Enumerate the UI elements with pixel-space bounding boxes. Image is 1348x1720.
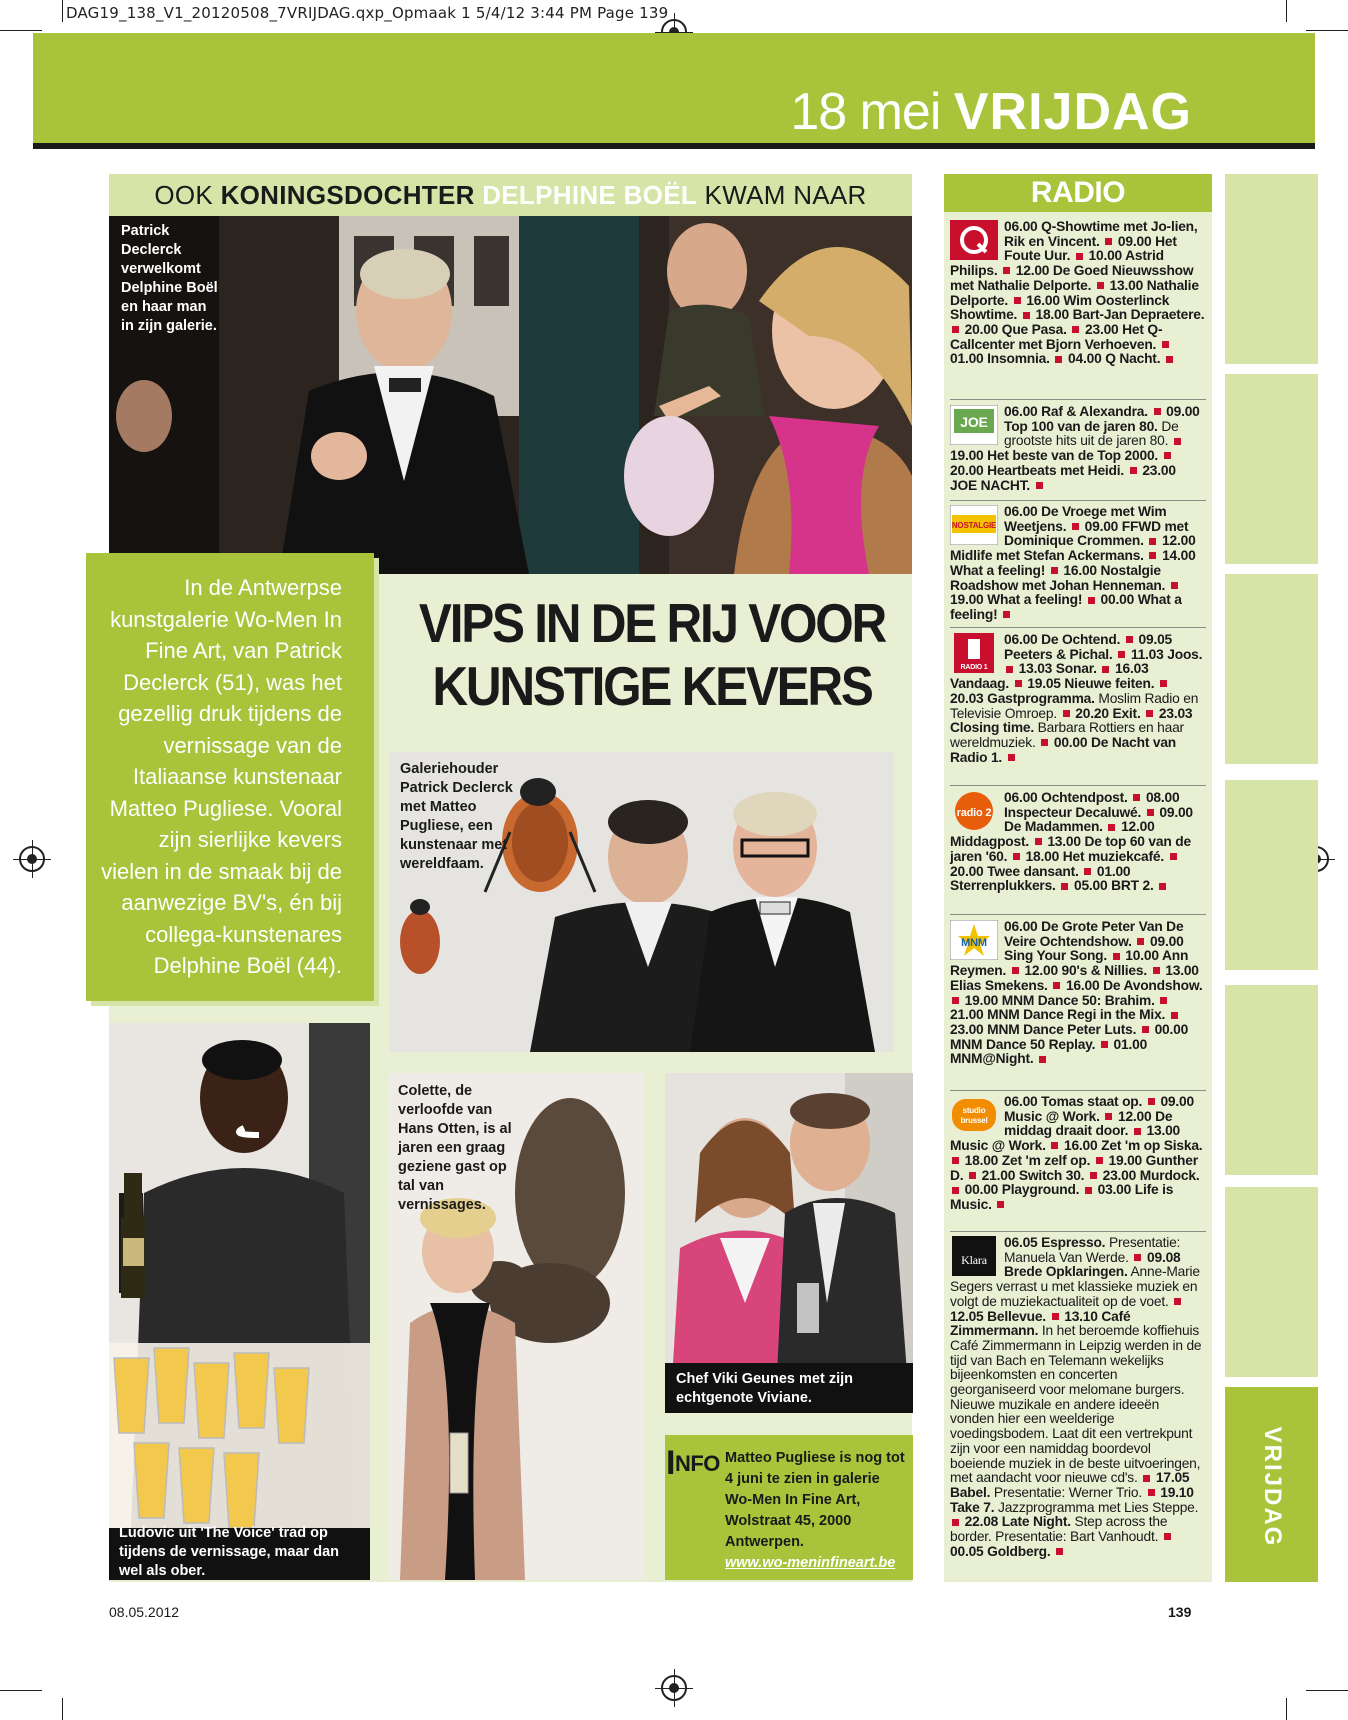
station-radio1 <box>950 633 1206 765</box>
headline-line: VIPS IN DE RIJ VOOR <box>418 592 886 654</box>
station-divider <box>950 785 1206 786</box>
station-schedule: 06.00 Q-Showtime met Jo-lien, Rik en Vincent. 09.00 Het Foute Uur. 10.00 Astrid Philips. 12.00 De Goed Nieuwsshow met Nathalie Delporte. 13.00 Nathalie Delporte. 16.00 Wim Oosterlinck Showtime. 18.00 Bart-Jan Depraetere. 20.00 Que Pasa. 23.00 Het Q-Callcenter met Bjorn Verhoeven. 01.00 Insomnia. 04.00 Q Nacht. <box>950 219 1205 367</box>
crop-mark <box>0 30 42 31</box>
bullet-square <box>1088 597 1095 604</box>
article-kicker <box>109 174 912 216</box>
bullet-square <box>1096 1157 1103 1164</box>
bullet-square <box>1012 967 1019 974</box>
radio-heading: RADIO <box>944 174 1212 212</box>
q-music-logo <box>950 220 1000 260</box>
station-schedule: 06.00 Raf & Alexandra. 09.00 Top 100 van de jaren 80. De grootste hits uit de jaren 80. 19.00 Het beste van de Top 2000. 20.00 Heartbeats met Heidi. 23.00 JOE NACHT. <box>950 404 1200 493</box>
kicker-highlight: DELPHINE BOËL <box>474 180 698 210</box>
caption-colette: Colette, de verloofde van Hans Otten, is al jaren een graag geziene gast op tal van vernissages. <box>398 1083 512 1213</box>
crop-mark <box>1286 1698 1287 1720</box>
headline-line: KUNSTIGE KEVERS <box>432 655 872 717</box>
station-schedule: 06.05 Espresso. Presentatie: Manuela Van Werde. 09.08 Brede Opklaringen. Anne-Marie Segers verrast u met klassieke muziek en volgt de muziekactualiteit op de voet. 12.05 Bellevue. 13.10 Café Zimmermann. In het beroemde koffiehuis Café Zimmermann in Leipzig werden in de tijd van Bach en Telemann wekelijks bijeenkomsten en concerten georganiseerd voor melomane burgers. Nieuwe muzikale en andere ideeën vonden hier een weelderige voedingsbodem. Laat dit een vertrekpunt zijn voor een namiddag boordevol boeiende muziek in de beste uitvoeringen, met aandacht voor nieuwe cd's. 17.05 Babel. Presentatie: Werner Trio. 19.10 Take 7. Jazzprogramma met Lies Steppe. 22.08 Late Night. Step across the border. Presentatie: Bart Vanhoudt. 00.05 Goldberg. <box>950 1235 1202 1559</box>
bullet-square <box>1149 538 1156 545</box>
station-schedule: 06.00 Ochtendpost. 08.00 Inspecteur Decaluwé. 09.00 De Madammen. 12.00 Middagpost. 13.00 De top 60 van de jaren '60. 18.00 Het muziekcafé. 20.00 Twee dansant. 01.00 Sterrenplukkers. 05.00 BRT 2. <box>950 790 1193 894</box>
station-divider <box>950 1231 1206 1232</box>
radio2-logo <box>950 791 1000 831</box>
bullet-square <box>952 1187 959 1194</box>
station-divider <box>950 500 1206 501</box>
footer-date: 08.05.2012 <box>109 1604 180 1620</box>
bullet-square <box>1162 341 1169 348</box>
bullet-square <box>1160 997 1167 1004</box>
bullet-square <box>1039 1056 1046 1063</box>
bullet-square <box>1052 1313 1059 1320</box>
crop-mark <box>1286 0 1287 22</box>
joe-logo <box>950 405 1000 445</box>
side-tab <box>1225 985 1318 1175</box>
bullet-square <box>1084 868 1091 875</box>
joe-logo-text: JOE <box>960 414 988 430</box>
radio1-logo <box>950 633 1000 673</box>
crop-mark <box>1306 1690 1348 1691</box>
bullet-square <box>1171 1012 1178 1019</box>
bullet-square <box>997 1201 1004 1208</box>
intro-text: In de Antwerpse kunstgalerie Wo-Men In Fine Art, van Patrick Declerck (51), was het gezellig druk tijdens de vernissage van de Italiaanse kunstenaar Matteo Pugliese. Vooral zijn sierlijke kevers vielen in de smaak bij de aanwezige BV's, én bij collega-kunstenares Delphine Boël (44). <box>101 575 342 978</box>
page-number: 139 <box>1168 1604 1192 1620</box>
bullet-square <box>1146 710 1153 717</box>
bullet-square <box>1134 1254 1141 1261</box>
bullet-square <box>1051 567 1058 574</box>
bullet-square <box>1090 1172 1097 1179</box>
kicker-text: OOK <box>154 180 221 210</box>
crop-mark <box>0 1690 42 1691</box>
bullet-square <box>1056 1548 1063 1555</box>
print-slug: DAG19_138_V1_20120508_7VRIJDAG.qxp_Opmaak 1 5/4/12 3:44 PM Page 139 <box>66 4 669 22</box>
bullet-square <box>1015 680 1022 687</box>
bullet-square <box>1126 636 1133 643</box>
bullet-square <box>1036 482 1043 489</box>
info-text <box>725 1448 910 1574</box>
bullet-square <box>1148 1098 1155 1105</box>
bullet-square <box>1118 651 1125 658</box>
bullet-square <box>952 1519 959 1526</box>
mnm-logo-text: MNM <box>961 937 987 949</box>
bullet-square <box>1137 938 1144 945</box>
bullet-square <box>952 326 959 333</box>
station-schedule: 06.00 Tomas staat op. 09.00 Music @ Work. 12.00 De middag draait door. 13.00 Music @ Work. 16.00 Zet 'm op Siska. 18.00 Zet 'm zelf op. 19.00 Gunther D. 21.00 Switch 30. 23.00 Murdock. 00.00 Playground. 03.00 Life is Music. <box>950 1094 1203 1212</box>
bullet-square <box>1134 1128 1141 1135</box>
bullet-square <box>1105 1113 1112 1120</box>
bullet-square <box>1014 297 1021 304</box>
page-title <box>790 82 1192 142</box>
header-rule <box>33 143 1315 149</box>
bullet-square <box>1108 824 1115 831</box>
bullet-square <box>1035 838 1042 845</box>
bullet-square <box>1055 356 1062 363</box>
nostalgie-logo <box>950 505 1000 545</box>
station-schedule: 06.00 De Ochtend. 09.05 Peeters & Pichal. 11.03 Joos. 13.03 Sonar. 16.03 Vandaag. 19.05 Nieuwe feiten. 20.03 Gastprogramma. Moslim Radio en Televisie Omroep. 20.20 Exit. 23.03 Closing time. Barbara Rottiers en haar wereldmuziek. 00.00 De Nacht van Radio 1. <box>950 632 1203 765</box>
bullet-square <box>1008 754 1015 761</box>
bullet-square <box>1174 1298 1181 1305</box>
bullet-square <box>1072 326 1079 333</box>
bullet-square <box>1170 853 1177 860</box>
bullet-square <box>1013 853 1020 860</box>
header-day: VRIJDAG <box>953 83 1192 141</box>
info-body: Matteo Pugliese is nog tot 4 juni te zien in galerie Wo-Men In Fine Art, Wolstraat 45, 2000 Antwerpen. <box>725 1450 905 1550</box>
radio1-logo-text: RADIO 1 <box>960 664 988 671</box>
station-klara <box>950 1236 1206 1559</box>
station-divider <box>950 399 1206 400</box>
station-mnm <box>950 920 1206 1067</box>
bullet-square <box>1102 666 1109 673</box>
bullet-square <box>1101 1041 1108 1048</box>
info-label <box>666 1444 720 1483</box>
bullet-square <box>1041 739 1048 746</box>
station-divider <box>950 914 1206 915</box>
bullet-square <box>1063 710 1070 717</box>
bullet-square <box>952 997 959 1004</box>
station-divider <box>950 627 1206 628</box>
info-label-rest: NFO <box>674 1451 720 1476</box>
bullet-square <box>1072 523 1079 530</box>
bullet-square <box>1053 982 1060 989</box>
bullet-square <box>1085 1187 1092 1194</box>
bullet-square <box>1006 666 1013 673</box>
side-tab <box>1225 374 1318 564</box>
klara-logo-text: Klara <box>961 1253 987 1267</box>
side-tab <box>1225 780 1318 970</box>
bullet-square <box>1076 253 1083 260</box>
side-tab-label: VRIJDAG <box>1259 1426 1286 1548</box>
info-label-initial: I <box>666 1444 675 1482</box>
radio2-logo-text: radio 2 <box>956 807 992 819</box>
info-url-link[interactable]: www.wo-meninfineart.be <box>725 1555 896 1571</box>
bullet-square <box>1174 438 1181 445</box>
caption-ludovic: Ludovic uit 'The Voice' trad op tijdens de vernissage, maar dan wel als ober. <box>119 1525 340 1579</box>
svg-text:studio: studio <box>962 1106 986 1115</box>
crop-mark <box>62 1698 63 1720</box>
bullet-square <box>1154 408 1161 415</box>
bullet-square <box>1097 282 1104 289</box>
station-schedule: 06.00 De Vroege met Wim Weetjens. 09.00 FFWD met Dominique Crommen. 12.00 Midlife met Stefan Ackermans. 14.00 What a feeling! 16.00 Nostalgie Roadshow met Johan Henneman. 19.00 What a feeling! 00.00 What a feeling! <box>950 504 1196 622</box>
bullet-square <box>1113 953 1120 960</box>
bullet-square <box>1023 312 1030 319</box>
nostalgie-logo-text: NOSTALGIE <box>951 521 997 530</box>
bullet-square <box>1148 1489 1155 1496</box>
caption-top-photo: Patrick Declerck verwelkomt Delphine Boël en haar man in zijn galerie. <box>121 223 218 334</box>
bullet-square <box>1142 1026 1149 1033</box>
caption-chef: Chef Viki Geunes met zijn echtgenote Viviane. <box>676 1371 854 1406</box>
side-tab <box>1225 574 1318 764</box>
studio-brussel-logo <box>950 1095 1000 1135</box>
station-nostalgie <box>950 505 1206 623</box>
bullet-square <box>1153 967 1160 974</box>
header-date: 18 mei <box>790 83 941 141</box>
mnm-logo <box>950 920 1000 960</box>
bullet-square <box>1105 238 1112 245</box>
photo-ludovic <box>109 1023 370 1580</box>
station-studio-brussel <box>950 1095 1206 1213</box>
photo-chef-geunes <box>665 1073 913 1413</box>
bullet-square <box>1061 883 1068 890</box>
bullet-square <box>1143 1475 1150 1482</box>
crop-mark <box>1306 30 1348 31</box>
headline <box>418 592 886 718</box>
photo-declerck-boel <box>109 216 912 574</box>
station-joe <box>950 405 1206 493</box>
bullet-square <box>1003 267 1010 274</box>
bullet-square <box>1160 680 1167 687</box>
bullet-square <box>952 1157 959 1164</box>
bullet-square <box>1147 809 1154 816</box>
crop-mark <box>62 0 63 22</box>
station-radio2 <box>950 791 1206 894</box>
registration-mark <box>19 846 45 872</box>
station-schedule: 06.00 De Grote Peter Van De Veire Ochtendshow. 09.00 Sing Your Song. 10.00 Ann Reymen. 12.00 90's & Nillies. 13.00 Elias Smekens. 16.00 De Avondshow. 19.00 MNM Dance 50: Brahim. 21.00 MNM Dance Regi in the Mix. 23.00 MNM Dance Peter Luts. 00.00 MNM Dance 50 Replay. 01.00 MNM@Night. <box>950 919 1203 1067</box>
caption-gallery-photo: Galeriehouder Patrick Declerck met Matteo Pugliese, een kunstenaar met wereldfaam. <box>400 761 513 872</box>
bullet-square <box>1003 611 1010 618</box>
kicker-text: KWAM NAAR <box>697 180 867 210</box>
svg-text:brussel: brussel <box>960 1116 988 1125</box>
side-tab <box>1225 1187 1318 1377</box>
bullet-square <box>1171 582 1178 589</box>
bullet-square <box>1130 467 1137 474</box>
klara-logo <box>950 1236 1000 1276</box>
bullet-square <box>1133 794 1140 801</box>
bullet-square <box>1159 883 1166 890</box>
kicker-text: KONINGSDOCHTER <box>220 180 475 210</box>
bullet-square <box>1164 1533 1171 1540</box>
bullet-square <box>1164 452 1171 459</box>
side-tab <box>1225 174 1318 364</box>
station-q-music <box>950 220 1206 367</box>
bullet-square <box>969 1172 976 1179</box>
station-divider <box>950 1090 1206 1091</box>
registration-mark <box>661 1675 687 1701</box>
bullet-square <box>1051 1142 1058 1149</box>
bullet-square <box>1166 356 1173 363</box>
bullet-square <box>1149 552 1156 559</box>
